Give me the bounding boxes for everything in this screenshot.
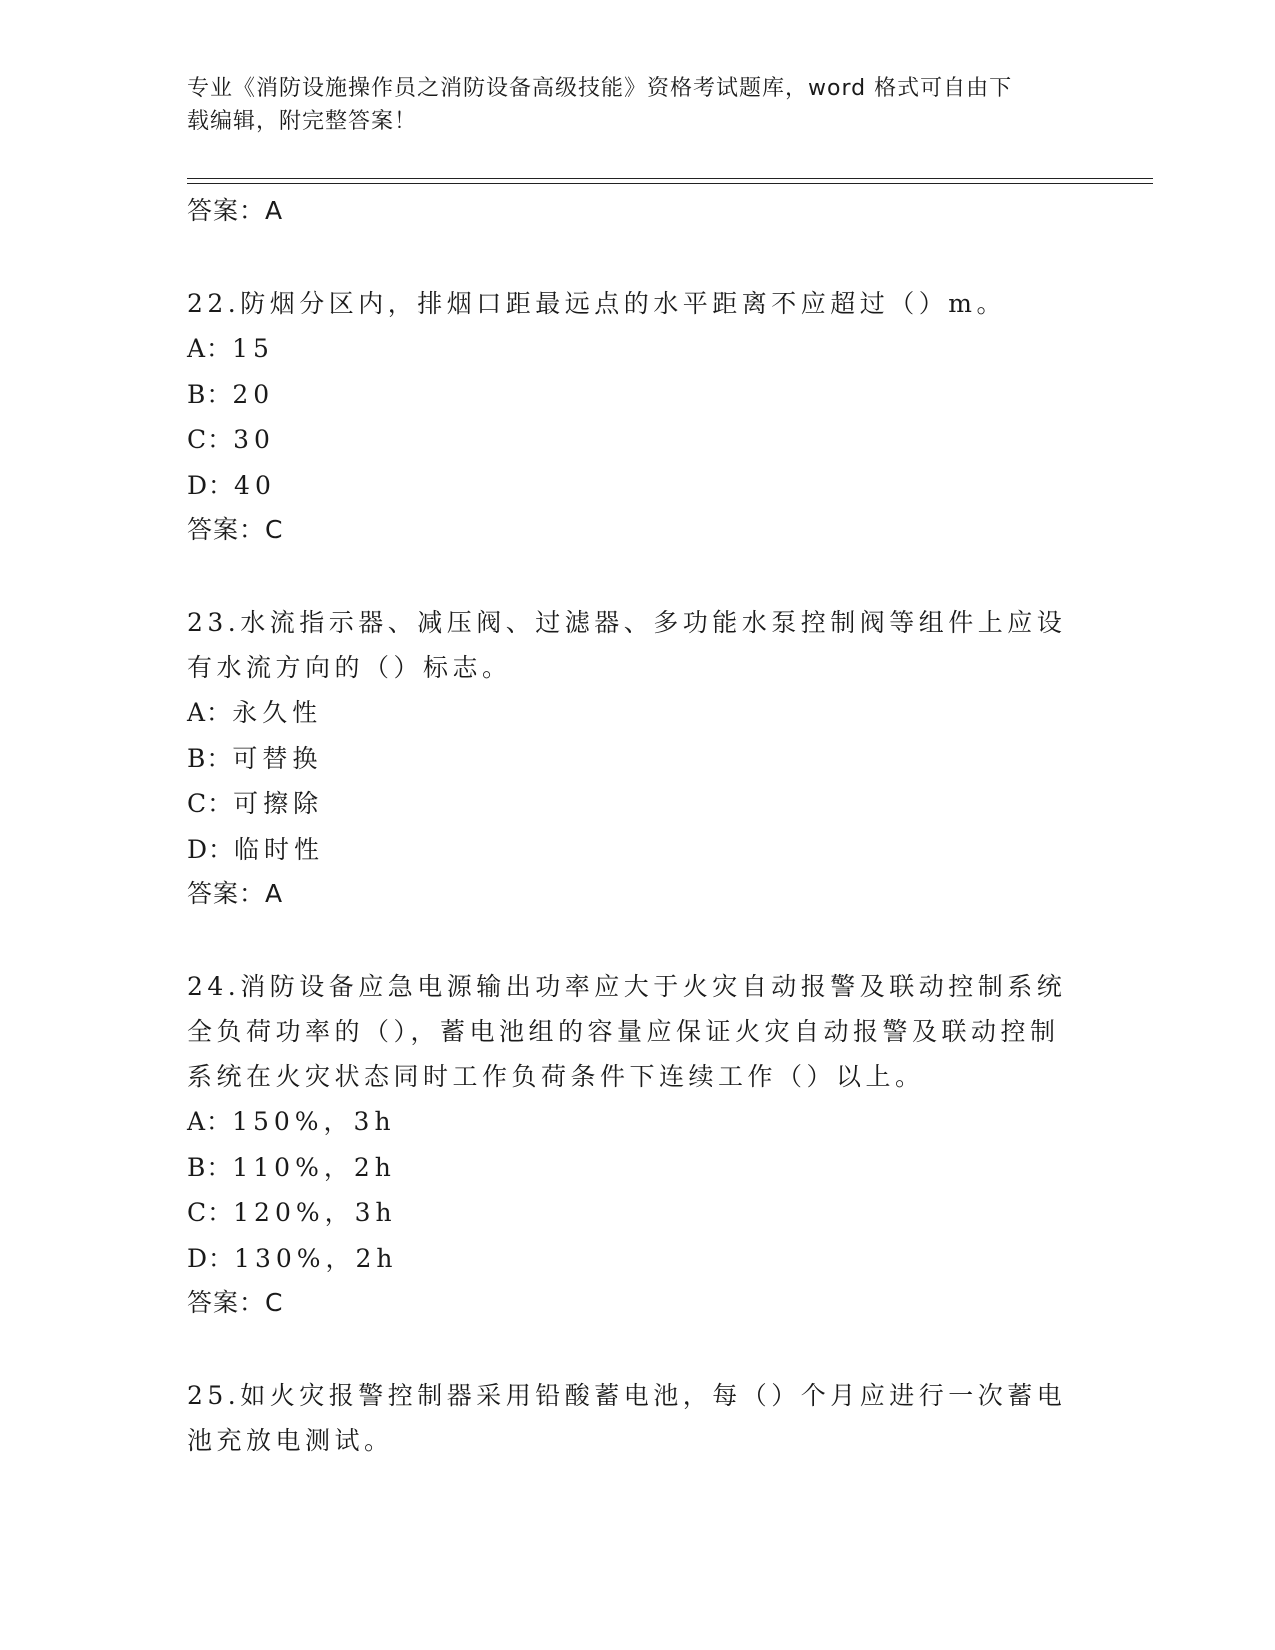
option-letter: D： — [187, 1243, 235, 1273]
option-d — [187, 827, 1067, 873]
option-letter: B： — [187, 379, 233, 409]
question-text: 24.消防设备应急电源输出功率应大于火灾自动报警及联动控制系统全负荷功率的（），蓄电池组的容量应保证火灾自动报警及联动控制系统在火灾状态同时工作负荷条件下连续工作（）以上。 — [187, 972, 1067, 1091]
option-c — [187, 417, 1067, 463]
document-header-note — [187, 72, 1067, 138]
option-text: 可替换 — [232, 743, 323, 773]
question-text: 25.如火灾报警控制器采用铅酸蓄电池，每（）个月应进行一次蓄电池充放电测试。 — [187, 1381, 1067, 1455]
option-c — [187, 781, 1067, 827]
option-text: 15 — [232, 334, 274, 363]
option-letter: A： — [187, 1107, 233, 1136]
option-d — [187, 1236, 1067, 1282]
header-divider-bottom — [187, 183, 1153, 184]
option-letter: C： — [187, 789, 234, 818]
answer-line: 答案：C — [187, 515, 284, 544]
question-list — [187, 189, 1067, 1463]
option-a — [187, 1099, 1067, 1145]
option-letter: B： — [187, 743, 233, 773]
question-text: 22.防烟分区内，排烟口距最远点的水平距离不应超过（）m。 — [187, 289, 1006, 318]
question-24 — [187, 964, 1067, 1325]
answer-line: 答案：C — [187, 1288, 284, 1317]
question-text: 23.水流指示器、减压阀、过滤器、多功能水泵控制阀等组件上应设有水流方向的（）标志。 — [187, 608, 1067, 682]
option-b — [187, 1145, 1067, 1191]
option-letter: D： — [187, 470, 235, 500]
option-letter: A： — [187, 334, 233, 363]
header-divider-top — [187, 178, 1153, 179]
option-b — [187, 736, 1067, 782]
question-23 — [187, 600, 1067, 916]
option-text: 30 — [233, 425, 275, 454]
header-line-1: 专业《消防设施操作员之消防设备高级技能》资格考试题库，word 格式可自由下 — [187, 76, 1013, 101]
option-a — [187, 326, 1067, 372]
option-letter: C： — [187, 1198, 234, 1227]
option-text: 永久性 — [232, 698, 323, 727]
option-text: 临时性 — [234, 834, 325, 864]
option-text: 110%，2h — [232, 1152, 396, 1182]
header-line-2: 载编辑，附完整答案！ — [187, 109, 418, 134]
option-text: 可擦除 — [233, 789, 324, 818]
option-text: 150%，3h — [232, 1107, 396, 1136]
option-letter: D： — [187, 834, 235, 864]
answer-line: 答案：A — [187, 196, 284, 225]
option-letter: B： — [187, 1152, 233, 1182]
option-d — [187, 463, 1067, 509]
option-c — [187, 1190, 1067, 1236]
option-b — [187, 372, 1067, 418]
option-a — [187, 690, 1067, 736]
question-25 — [187, 1373, 1067, 1463]
option-text: 20 — [232, 379, 275, 409]
option-text: 40 — [234, 470, 276, 500]
option-text: 120%，3h — [233, 1198, 397, 1227]
question-22 — [187, 281, 1067, 552]
option-letter: A： — [187, 698, 233, 727]
answer-line: 答案：A — [187, 879, 284, 908]
option-text: 130%，2h — [234, 1243, 398, 1273]
option-letter: C： — [187, 425, 234, 454]
